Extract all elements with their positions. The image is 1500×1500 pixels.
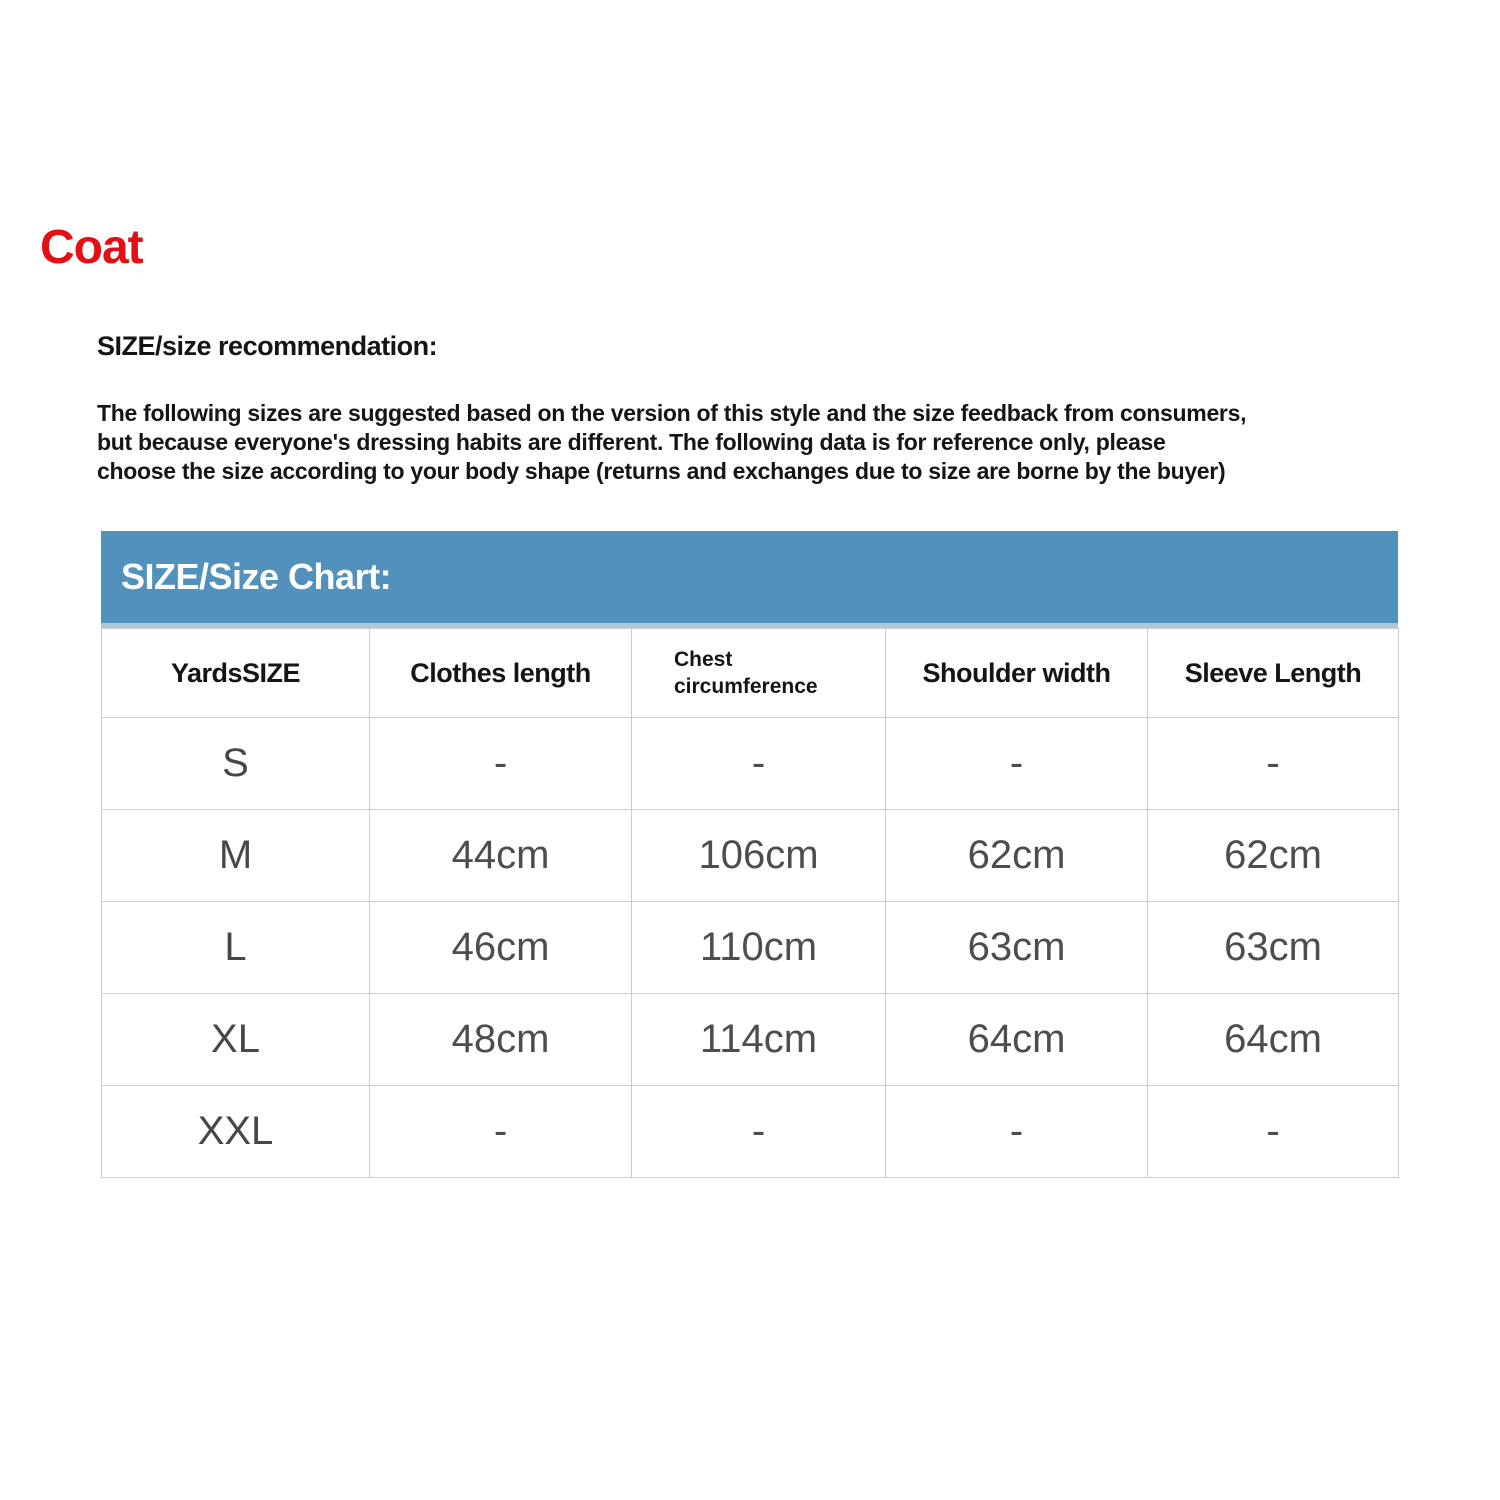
chest-circumference-cell: - xyxy=(632,1086,886,1178)
recommendation-line-1: The following sizes are suggested based on the version of this style and the size feedback from consumers, xyxy=(97,400,1247,426)
table-row-s xyxy=(102,718,1399,810)
table-row-l xyxy=(102,902,1399,994)
column-header-sleeve-length: Sleeve Length xyxy=(1148,629,1399,718)
shoulder-width-cell: - xyxy=(886,1086,1148,1178)
size-chart-section xyxy=(101,531,1398,1178)
column-header-clothes-length: Clothes length xyxy=(370,629,632,718)
recommendation-line-3: choose the size according to your body shape (returns and exchanges due to size are borne by the buyer) xyxy=(97,458,1226,484)
size-recommendation-text xyxy=(97,399,1246,486)
clothes-length-cell: 46cm xyxy=(370,902,632,994)
size-chart-banner-title: SIZE/Size Chart: xyxy=(121,556,392,597)
column-header-chest-circumference: Chest circumference xyxy=(632,629,886,718)
sleeve-length-cell: - xyxy=(1148,718,1399,810)
table-row-m xyxy=(102,810,1399,902)
size-recommendation-heading: SIZE/size recommendation: xyxy=(97,331,438,361)
column-header-shoulder-width: Shoulder width xyxy=(886,629,1148,718)
table-header-row xyxy=(102,629,1399,718)
sleeve-length-cell: - xyxy=(1148,1086,1399,1178)
clothes-length-cell: - xyxy=(370,1086,632,1178)
sleeve-length-cell: 62cm xyxy=(1148,810,1399,902)
size-label-cell: XXL xyxy=(102,1086,370,1178)
column-header-yards-size: YardsSIZE xyxy=(102,629,370,718)
size-label-cell: XL xyxy=(102,994,370,1086)
chest-circumference-cell: 114cm xyxy=(632,994,886,1086)
size-label-cell: M xyxy=(102,810,370,902)
page-title: Coat xyxy=(40,221,143,274)
clothes-length-cell: 48cm xyxy=(370,994,632,1086)
size-chart-banner xyxy=(101,531,1398,628)
table-row-xl xyxy=(102,994,1399,1086)
chest-circumference-cell: 106cm xyxy=(632,810,886,902)
table-row-xxl xyxy=(102,1086,1399,1178)
sleeve-length-cell: 63cm xyxy=(1148,902,1399,994)
chest-circumference-cell: - xyxy=(632,718,886,810)
clothes-length-cell: - xyxy=(370,718,632,810)
size-label-cell: S xyxy=(102,718,370,810)
shoulder-width-cell: - xyxy=(886,718,1148,810)
recommendation-line-2: but because everyone's dressing habits are different. The following data is for reference only, please xyxy=(97,429,1166,455)
size-label-cell: L xyxy=(102,902,370,994)
shoulder-width-cell: 62cm xyxy=(886,810,1148,902)
sleeve-length-cell: 64cm xyxy=(1148,994,1399,1086)
shoulder-width-cell: 64cm xyxy=(886,994,1148,1086)
clothes-length-cell: 44cm xyxy=(370,810,632,902)
size-chart-table xyxy=(101,628,1399,1178)
chest-circumference-cell: 110cm xyxy=(632,902,886,994)
shoulder-width-cell: 63cm xyxy=(886,902,1148,994)
